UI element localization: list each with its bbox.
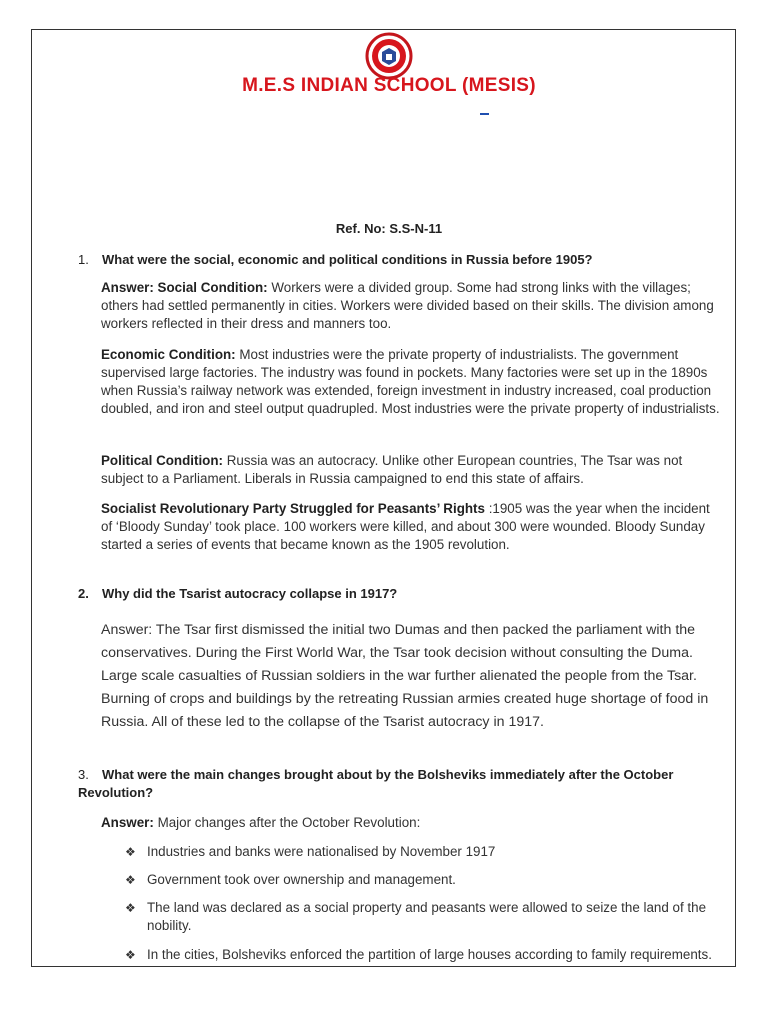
paragraph-text: Russia was an autocracy. Unlike other European countries, The Tsar was not subject to a Parliament. Liberals in Russia campaigned to end this state of affairs. <box>101 453 683 486</box>
list-item <box>125 843 715 861</box>
paragraph-label: Political Condition: <box>101 453 223 468</box>
diamond-bullet-icon: ❖ <box>125 845 136 859</box>
diamond-bullet-icon: ❖ <box>125 901 136 915</box>
list-item-text: Industries and banks were nationalised by November 1917 <box>147 844 496 859</box>
list-item-text: The land was declared as a social property and peasants were allowed to seize the land of the nobility. <box>147 900 707 933</box>
list-item <box>125 899 715 935</box>
header-dash <box>480 113 489 115</box>
question-text: Why did the Tsarist autocracy collapse in 1917? <box>102 586 398 601</box>
question-number: 1. <box>78 252 89 267</box>
paragraph-label: Answer: Social Condition: <box>101 280 268 295</box>
paragraph-text: Most industries were the private property of industrialists. The government supervised large factories. The industry was found in pockets. Many factories were set up in the 1890s when Russia’s railway network was extended, foreign investment in industry increased, coal production doubled, and iron and steel output quadrupled. Most industries were the private property of industrialists. <box>101 347 720 416</box>
paragraph-label: Answer: <box>101 815 154 830</box>
reference-number: Ref. No: S.S-N-11 <box>335 221 443 236</box>
paragraph-text: Workers were a divided group. Some had strong links with the villages; others had settled permanently in cities. Workers were divided based on their skills. The division among workers reflected in their dress and manners too. <box>101 280 714 331</box>
question-1 <box>78 251 708 269</box>
school-logo <box>365 32 413 80</box>
question-text: What were the social, economic and political conditions in Russia before 1905? <box>102 252 593 267</box>
list-item-text: Government took over ownership and management. <box>147 872 456 887</box>
paragraph-label: Socialist Revolutionary Party Struggled for Peasants’ Rights <box>101 501 485 516</box>
question-number: 3. <box>78 767 89 782</box>
paragraph-label: Economic Condition: <box>101 347 236 362</box>
paragraph-text: Major changes after the October Revolution: <box>153 815 421 830</box>
school-name: M.E.S INDIAN SCHOOL (MESIS) <box>242 75 536 96</box>
paragraph-text: :1905 was the year when the incident of ‘Bloody Sunday’ took place. 100 workers were killed, and about 300 were wounded. Bloody Sunday started a series of events that became known as the 1905 revolution. <box>101 501 710 552</box>
answer-intro <box>101 814 721 832</box>
list-item <box>125 871 715 889</box>
answer-paragraph <box>101 500 721 554</box>
list-item-text: In the cities, Bolsheviks enforced the partition of large houses according to family requirements. <box>147 947 712 962</box>
answer-paragraph <box>101 346 721 418</box>
answer-paragraph <box>101 279 721 333</box>
answer-paragraph: Answer: The Tsar first dismissed the initial two Dumas and then packed the parliament with the conservatives. During the First World War, the Tsar took decision without consulting the Duma. Large scale casualties of Russian soldiers in the war further alienated the people from the Tsar. Burning of crops and buildings by the retreating Russian armies created huge shortage of food in Russia. All of these led to the collapse of the Tsarist autocracy in 1917. <box>101 622 709 730</box>
question-number: 2. <box>78 586 89 601</box>
diamond-bullet-icon: ❖ <box>125 948 136 962</box>
list-item <box>125 946 715 964</box>
question-text: What were the main changes brought about by the Bolsheviks immediately after the October Revolution? <box>78 767 674 800</box>
diamond-bullet-icon: ❖ <box>125 873 136 887</box>
question-3 <box>78 766 708 802</box>
answer-paragraph <box>101 452 721 488</box>
question-2 <box>78 585 708 603</box>
